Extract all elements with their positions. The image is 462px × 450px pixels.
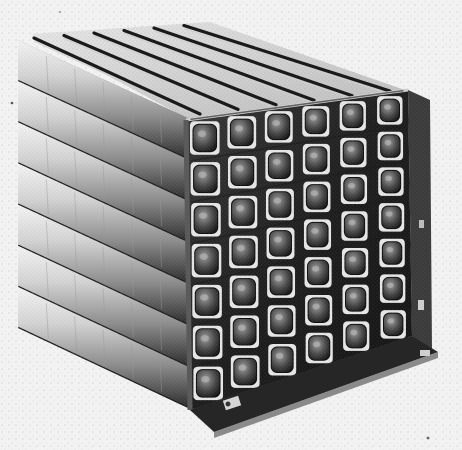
mounting-bracket: [408, 90, 432, 350]
